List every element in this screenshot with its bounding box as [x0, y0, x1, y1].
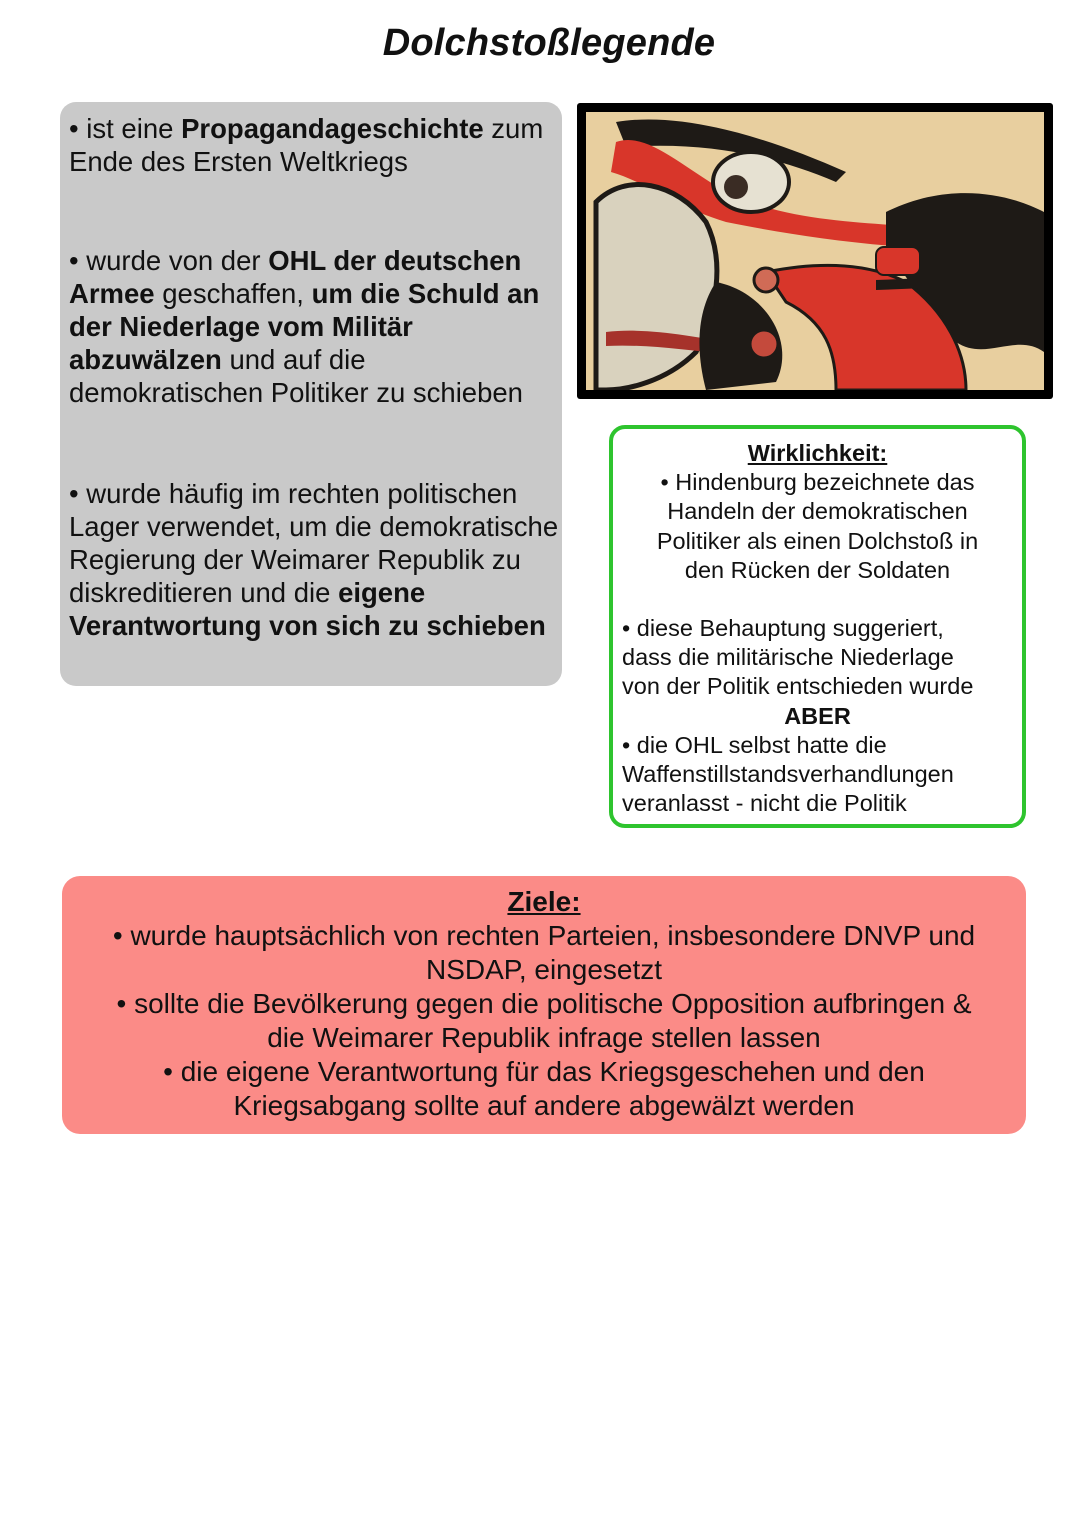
text: geschaffen, — [154, 278, 312, 309]
bullet-marker: • — [69, 478, 87, 509]
goals-line: • die eigene Verantwortung für das Kriegsgeschehen und den — [163, 1056, 925, 1087]
reality-line: von der Politik entschieden wurde — [622, 673, 974, 700]
aber-label: ABER — [784, 702, 851, 729]
bold-text: eigene Verantwortung von sich zu schieben — [69, 577, 546, 641]
reality-line: Waffenstillstandsverhandlungen — [622, 761, 954, 788]
bullet-marker: • — [69, 113, 87, 144]
goals-line: • wurde hauptsächlich von rechten Parteien, insbesondere DNVP und — [112, 920, 976, 951]
reality-line: Politiker als einen Dolchstoß in — [656, 527, 979, 554]
reality-line: • diese Behauptung suggeriert, — [622, 615, 944, 642]
text: wurde von der — [86, 245, 269, 276]
stab-in-the-back-image — [586, 112, 1044, 390]
goals-line: Kriegsabgang sollte auf andere abgewälzt werden — [233, 1090, 855, 1121]
reality-line: Handeln der demokratischen — [667, 498, 968, 525]
bold-text: Propagandageschichte — [181, 113, 484, 144]
text: ist eine — [86, 113, 182, 144]
text: zum Ende des Ersten Weltkriegs — [69, 113, 544, 177]
reality-line: veranlasst - nicht die Politik — [622, 790, 907, 817]
text: wurde häufig im rechten politischen Lager verwendet, um die demokratische Regierung der Weimarer Republik zu diskreditieren und die — [69, 478, 559, 608]
goals-line: NSDAP, eingesetzt — [425, 954, 663, 985]
goals-line: • sollte die Bevölkerung gegen die politische Opposition aufbringen & — [116, 988, 972, 1019]
bold-text: um die Schuld an der Niederlage vom Militär abzuwälzen — [69, 278, 540, 375]
reality-line: • Hindenburg bezeichnete das — [660, 469, 975, 496]
propaganda-illustration — [577, 103, 1053, 399]
text: und auf die demokratischen Politiker zu schieben — [69, 344, 523, 408]
bold-text: OHL der deutschen Armee — [69, 245, 522, 309]
reality-line: den Rücken der Soldaten — [684, 556, 951, 583]
page-title: Dolchstoßlegende — [382, 22, 716, 64]
goals-box — [62, 876, 1026, 1134]
reality-heading: Wirklichkeit: — [747, 440, 888, 466]
bullet-ohl — [69, 244, 559, 409]
goals-line: die Weimarer Republik infrage stellen lassen — [267, 1022, 821, 1053]
reality-line: dass die militärische Niederlage — [622, 644, 954, 671]
reality-line: • die OHL selbst hatte die — [622, 731, 887, 758]
reality-box — [609, 425, 1026, 828]
bullet-right-wing — [69, 477, 559, 642]
spacer — [613, 585, 1022, 614]
bullet-marker: • — [69, 245, 87, 276]
definition-box — [60, 102, 562, 686]
bullet-propaganda — [69, 112, 559, 178]
goals-heading: Ziele: — [507, 886, 581, 917]
